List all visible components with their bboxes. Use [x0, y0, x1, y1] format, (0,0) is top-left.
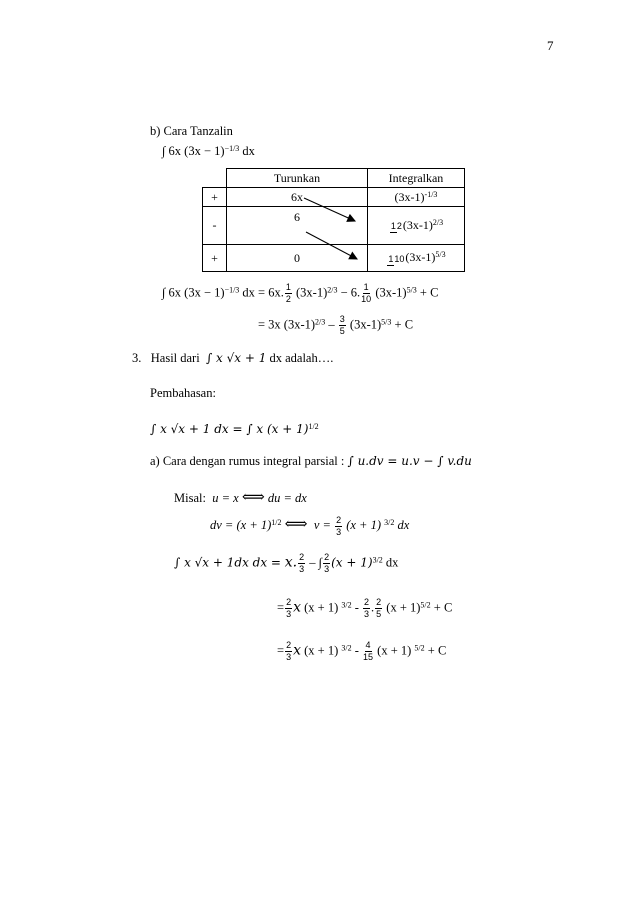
- part-a-heading: a) Cara dengan rumus integral parsial : ∫ u.dv = u.v − ∫ v.du: [150, 454, 472, 468]
- step-2: = $\frac{2}{3}$ x (x + 1) $^{3/2}$ - $\frac{2}{3}$ . $\frac{2}{5}$ $(x + 1)^{5/2} + C$: [277, 597, 453, 619]
- step-1: ∫ x √x + 1dx dx = x. $\frac{2}{3}$ – ∫ $\frac{2}{3}$ $(x + 1)^{3/2}$ dx: [174, 552, 399, 574]
- section-b-result-2: = 3x $(3x-1)^{2/3}$ – $\frac{3}{5}$ $(3x-1)^{5/3} + C$: [258, 314, 414, 336]
- row-sign: +: [203, 245, 227, 272]
- arrow-row1: [304, 198, 355, 221]
- row-turunkan: 6: [227, 207, 368, 245]
- row-integralkan: $110(3x-1)^{5/3}$: [368, 245, 465, 272]
- misal-line: Misal: u = x ⟺ du = dx: [174, 489, 307, 506]
- pembahasan-label: Pembahasan:: [150, 386, 216, 400]
- row-sign: -: [203, 207, 227, 245]
- header-integralkan: Integralkan: [368, 169, 465, 188]
- tanzalin-arrows: [0, 0, 638, 300]
- row-integralkan: $12(3x-1)^{2/3}$: [368, 207, 465, 245]
- step-3: = $\frac{2}{3}$ x (x + 1) $^{3/2}$ - $\frac{4}{15}$ (x + 1) $^{5/2}$ + C: [277, 640, 447, 662]
- dv-v-line: dv = $(x + 1)^{1/2}$ ⟺ v = $\frac{2}{3}$ (x + 1) $^{3/2}$ dx: [210, 514, 410, 537]
- fraction: 12: [390, 221, 402, 232]
- section-b-integral: ∫ 6x $(3x - 1)^{-1/3}$ dx: [162, 144, 255, 158]
- arrow-row2: [306, 232, 357, 259]
- section-b-result-1: ∫ 6x $(3x - 1)^{-1/3}$ dx = 6x. $\frac{1}{2}$ $(3x-1)^{2/3} - 6$. $\frac{1}{10}$ $(3x-1)^{5/3} + C$: [162, 282, 439, 304]
- fraction: 110: [388, 253, 405, 264]
- row-turunkan: 6x: [227, 188, 368, 207]
- header-turunkan: Turunkan: [227, 169, 368, 188]
- row-integralkan: $(3x-1)^{-1/3}$: [368, 188, 465, 207]
- question-3: 3. Hasil dari ∫ x √x + 1 dx adalah….: [132, 351, 334, 365]
- row-sign: +: [203, 188, 227, 207]
- equation-1: ∫ x √x + 1 dx = ∫ x $(x + 1)^{1/2}$: [150, 422, 319, 436]
- row-turunkan: 0: [227, 245, 368, 272]
- page-number: 7: [547, 38, 554, 53]
- section-b-heading: b) Cara Tanzalin: [150, 124, 233, 138]
